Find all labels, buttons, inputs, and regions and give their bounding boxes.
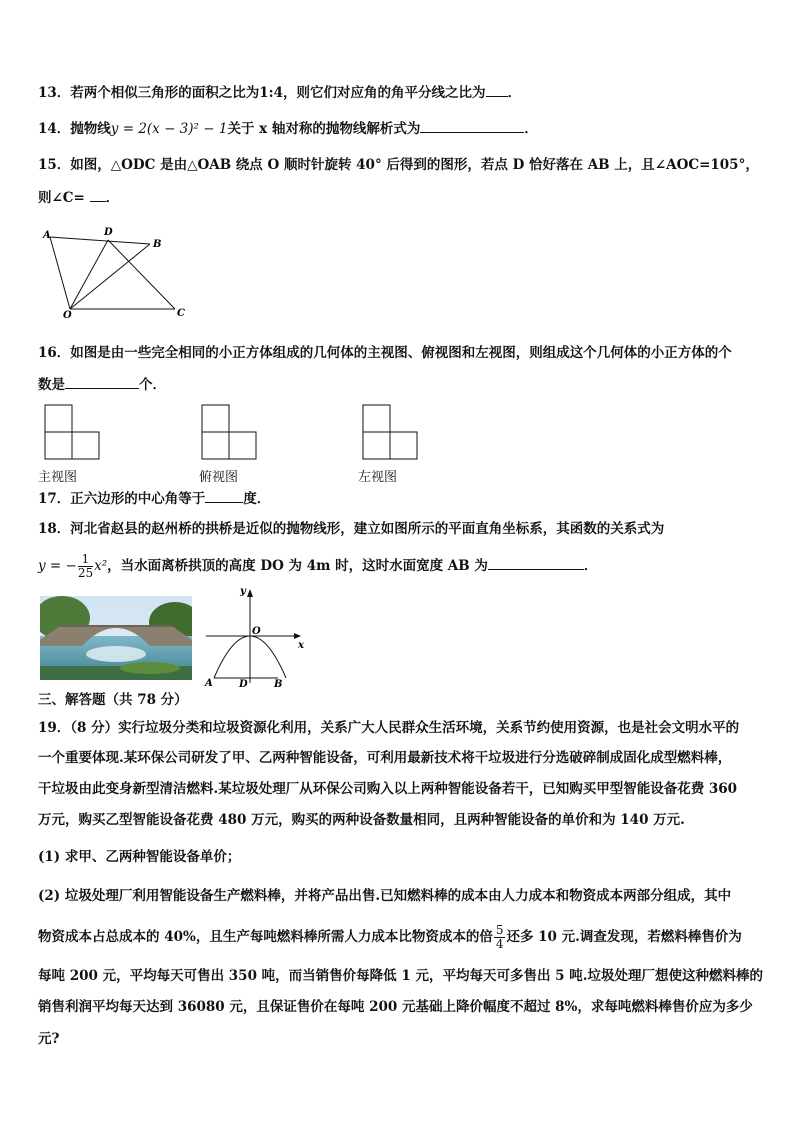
question-18-line2 (38, 553, 597, 580)
label-b: B (274, 679, 283, 690)
segment-ab (50, 237, 150, 244)
question-14 (38, 119, 538, 138)
q16-blank (65, 375, 139, 389)
q19-part-2-line-5: 元? (38, 1031, 60, 1047)
y-axis-arrow (247, 589, 253, 597)
q18-blank (488, 556, 584, 570)
q18-formula-rhs: x² (94, 558, 108, 574)
q18-formula-lhs: y = − (38, 558, 77, 574)
q13-tail: ． (507, 85, 522, 101)
q18-frac-den: 25 (77, 566, 94, 580)
top-view-figure (201, 404, 259, 462)
segment-ao (50, 237, 70, 309)
q14-blank (420, 119, 524, 133)
label-d: D (104, 227, 113, 238)
q14-post: 关于 x 轴对称的抛物线解析式为 (227, 121, 421, 137)
label-a: A (205, 678, 213, 689)
front-view-caption: 主视图 (38, 470, 78, 485)
q19-part-2-line-2 (38, 922, 742, 952)
q17-text: 17．正六边形的中心角等于 (38, 491, 206, 507)
q13-blank (486, 83, 508, 97)
question-15-line2 (38, 188, 119, 207)
label-b: B (153, 239, 162, 250)
section-title: 三、解答题（共 78 分） (38, 692, 188, 708)
q14-tail: ． (524, 121, 538, 137)
label-a: A (43, 230, 51, 241)
q19-part-2-line-3: 每吨 200 元，平均每天可售出 350 吨，而当销售价每降低 1 元，平均每天可多售出 5 吨.垃圾处理厂想使这种燃料棒的 (38, 968, 763, 984)
q17-blank (205, 489, 243, 503)
q18-fraction (78, 553, 93, 580)
q19-frac-num: 5 (495, 923, 504, 937)
q19-line-2: 一个重要体现.某环保公司研发了甲、乙两种智能设备，可利用最新技术将干垃圾进行分选破碎制成固化成型燃料棒， (38, 750, 732, 766)
segment-od (70, 240, 108, 309)
question-15-line1: 15．如图，△ODC 是由△OAB 绕点 O 顺时针旋转 40° 后得到的图形，若点 D 恰好落在 AB 上，且∠AOC=105°， (38, 157, 759, 173)
q14-pre: 14．抛物线 (38, 121, 111, 137)
q15-blank (90, 188, 106, 202)
q19-line-4: 万元，购买乙型智能设备花费 480 万元，购买的两种设备数量相同，且两种智能设备的单价和为 140 万元. (38, 812, 685, 828)
q19-line2-pre: 物资成本占总成本的 40%，且生产每吨燃料棒所需人力成本比物资成本的倍 (38, 929, 493, 945)
label-d: D (239, 679, 248, 690)
q15-line2-text: 则∠C= (38, 190, 85, 206)
x-axis-arrow (294, 633, 301, 639)
front-view-figure (44, 404, 102, 462)
label-x: x (298, 640, 304, 651)
bridge-photo (40, 596, 192, 680)
q19-part-2-line-4: 销售利润平均每天达到 36080 元，且保证售价在每吨 200 元基础上降价幅度不超过 8%，求每吨燃料棒售价应为多少 (38, 999, 753, 1015)
segment-ob (70, 244, 150, 309)
top-view-caption: 俯视图 (199, 470, 239, 485)
question-18-line1: 18．河北省赵县的赵州桥的拱桥是近似的抛物线形，建立如图所示的平面直角坐标系，其函数的关系式为 (38, 521, 665, 537)
question-13 (38, 83, 521, 102)
q16-tail: 个． (139, 377, 166, 393)
left-view-caption: 左视图 (358, 470, 398, 485)
q19-line-1: 19．（8 分）实行垃圾分类和垃圾资源化利用，关系广大人民群众生活环境，关系节约使用资源，也是社会文明水平的 (38, 720, 740, 736)
q15-tail: ． (105, 190, 120, 206)
q18-tail: ． (583, 558, 598, 574)
q19-part-2-line-1: (2) 垃圾处理厂利用智能设备生产燃料棒，并将产品出售.已知燃料棒的成本由人力成本和物资成本两部分组成，其中 (38, 888, 732, 904)
q18-frac-num: 1 (78, 553, 93, 567)
q19-part-1: (1) 求甲、乙两种智能设备单价； (38, 849, 241, 865)
question-17 (38, 489, 270, 508)
q16-line2-text: 数是 (38, 377, 65, 393)
q19-line2-post: 还多 10 元.调查发现，若燃料棒售价为 (506, 929, 742, 945)
q14-formula: y = 2(x − 3)² − 1 (110, 121, 228, 137)
label-y: y (240, 586, 246, 597)
left-view-figure (362, 404, 420, 462)
q15-figure (38, 222, 198, 322)
question-16-line2 (38, 375, 166, 394)
label-o: O (63, 310, 72, 321)
q13-text: 13．若两个相似三角形的面积之比为1:4，则它们对应角的角平分线之比为 (38, 85, 486, 101)
q19-frac-den: 4 (495, 937, 504, 951)
q17-tail: 度． (243, 491, 271, 507)
q18-coordinate-figure (202, 586, 312, 690)
q19-fraction (494, 924, 506, 951)
q19-line-3: 干垃圾由此变身新型清洁燃料.某垃圾处理厂从环保公司购入以上两种智能设备若干，已知购买甲型智能设备花费 360 (38, 781, 738, 797)
question-16-line1: 16．如图是由一些完全相同的小正方体组成的几何体的主视图、俯视图和左视图，则组成这个几何体的小正方体的个 (38, 345, 732, 361)
label-o: O (252, 626, 261, 637)
q18-line2-text: ，当水面离桥拱顶的高度 DO 为 4m 时，这时水面宽度 AB 为 (107, 558, 488, 574)
label-c: C (177, 308, 185, 319)
